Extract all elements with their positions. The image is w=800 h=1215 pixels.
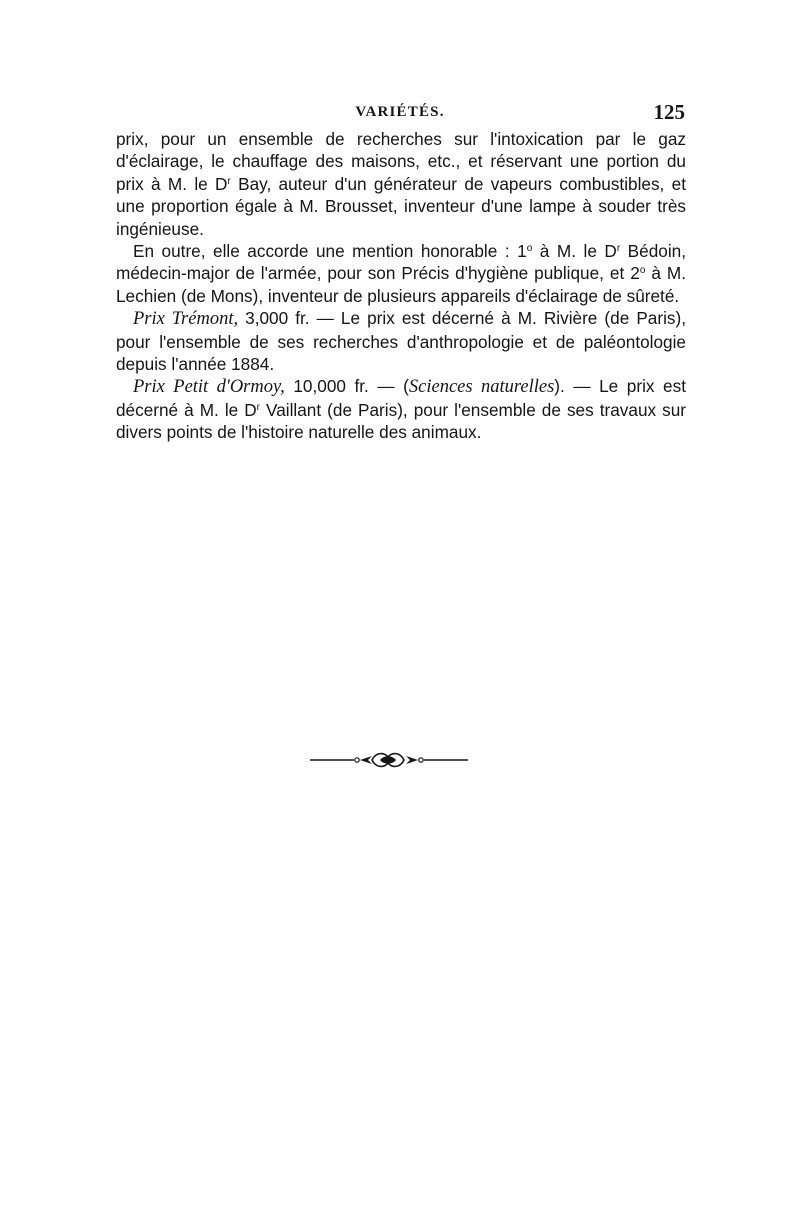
text-run: Vaillant (de Paris), pour l'ensemble de ses travaux sur divers points de l'histoire naturelle des animaux. [116, 399, 686, 443]
text-run: prix, pour un ensemble de recherches sur l'intoxication par le gaz d'éclairage, le chauffage des maisons, etc., et réservant une portion du prix à M. le D [116, 129, 686, 194]
running-title: VARIÉTÉS. [355, 104, 445, 120]
prize-title: Prix Trémont, [133, 309, 239, 330]
superscript: o [639, 265, 646, 277]
text-run: à M. le D [532, 241, 617, 262]
ornament-divider-icon [310, 750, 470, 770]
running-head [115, 100, 685, 124]
text-run: Bédoin, médecin-major de l'armée, pour son Précis d'hygiène publique, et 2 [116, 241, 686, 284]
text-run: Bay, auteur d'un générateur de vapeurs combustibles, et une proportion égale à M. Brousset, inventeur d'une lampe à souder très ingénieuse. [116, 173, 686, 239]
paragraph-prix-tremont [116, 307, 686, 375]
text-run: 10,000 fr. — ( [284, 376, 409, 397]
subject-label: Sciences naturelles [408, 377, 555, 398]
text-run: à M. Lechien (de Mons), inventeur de plusieurs appareils d'éclairage de sûreté. [116, 263, 686, 306]
superscript: o [526, 243, 533, 255]
superscript: r [616, 243, 621, 255]
text-run: ). — Le prix est décerné à M. le D [116, 376, 686, 420]
paragraph-mention [116, 240, 686, 307]
page-number: 125 [653, 100, 685, 124]
paragraph-continuation [116, 128, 686, 240]
body-text [116, 128, 686, 444]
superscript: r [227, 175, 231, 187]
text-run: En outre, elle accorde une mention honorable : 1 [133, 241, 527, 262]
paragraph-prix-petit-dormoy [116, 375, 686, 443]
superscript: r [256, 401, 261, 413]
prize-title: Prix Petit d'Ormoy, [133, 377, 285, 398]
text-run: 3,000 fr. — Le prix est décerné à M. Rivière (de Paris), pour l'ensemble de ses recherches d'anthropologie et de paléontologie depuis l'année 1884. [116, 308, 686, 375]
